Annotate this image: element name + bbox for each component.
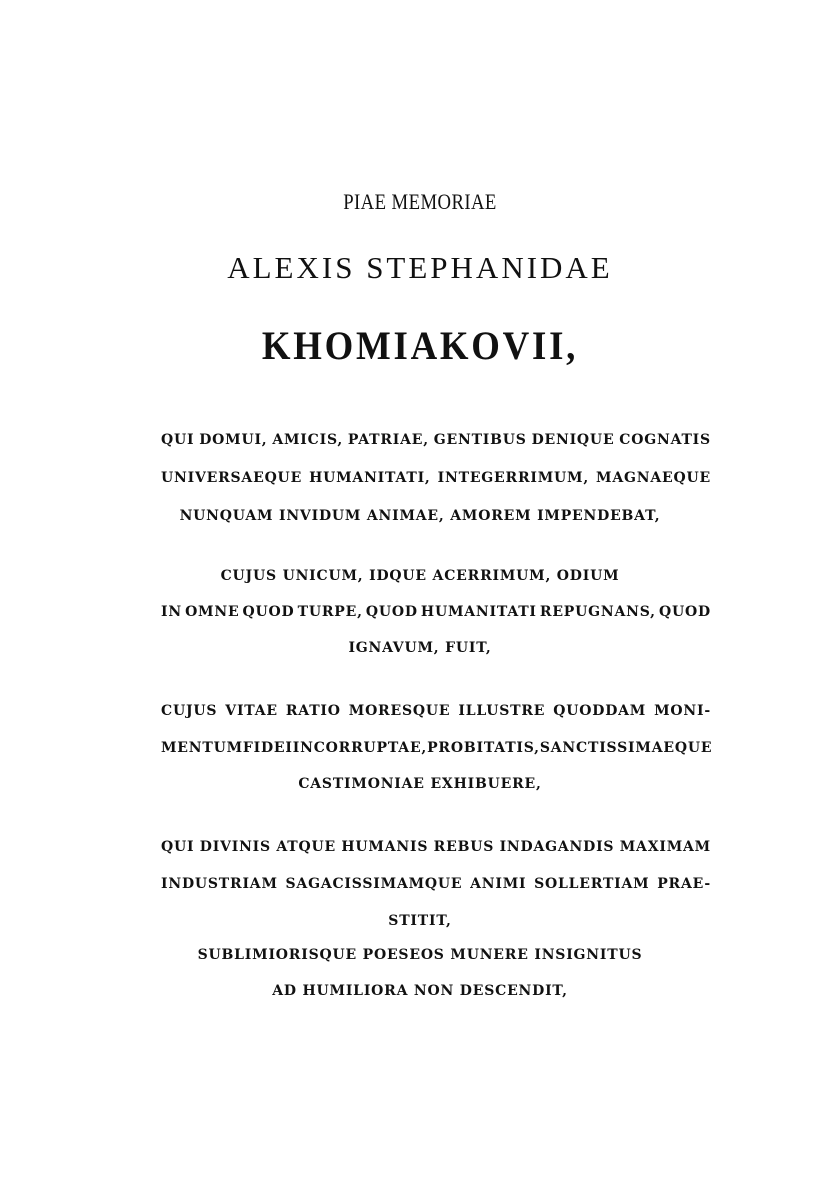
word: IN	[161, 604, 182, 620]
word: UNIVERSAEQUE	[161, 470, 303, 486]
word: MONI-	[654, 703, 711, 719]
word: VITAE	[225, 703, 278, 719]
para3-line3: CASTIMONIAE EXHIBUERE,	[298, 776, 542, 792]
word: SANCTISSIMAEQUE	[539, 740, 713, 756]
word: OMNE	[185, 604, 240, 620]
para3-line2	[161, 740, 711, 756]
word: SOLLERTIAM	[534, 876, 650, 892]
word: DENIQUE	[531, 432, 615, 448]
word: MORESQUE	[348, 703, 451, 719]
word: TURPE,	[297, 604, 363, 620]
para2-line1: CUJUS UNICUM, IDQUE ACERRIMUM, ODIUM	[220, 568, 620, 584]
word: MAGNAEQUE	[596, 470, 711, 486]
word: CUJUS	[161, 703, 218, 719]
word: RATIO	[285, 703, 341, 719]
word: QUOD	[242, 604, 295, 620]
word: QUI	[161, 839, 195, 855]
word: HUMANITATI,	[309, 470, 431, 486]
word: QUOD	[658, 604, 711, 620]
word: INTEGERRIMUM,	[437, 470, 590, 486]
word: MENTUM	[161, 740, 243, 756]
word: INCORRUPTAE,	[292, 740, 428, 756]
para2-line3: IGNAVUM, FUIT,	[348, 640, 492, 656]
word: ANIMI	[470, 876, 527, 892]
word: SAGACISSIMAMQUE	[285, 876, 463, 892]
word: GENTIBUS	[433, 432, 527, 448]
word: ILLUSTRE	[458, 703, 546, 719]
para1-line2	[161, 470, 711, 486]
word: FIDEI	[242, 740, 293, 756]
word: ATQUE	[276, 839, 336, 855]
para3-line1	[161, 703, 711, 719]
word: PRAE-	[657, 876, 711, 892]
para4-line1	[161, 839, 711, 855]
para1-line3: NUNQUAM INVIDUM ANIMAE, AMOREM IMPENDEBAT,	[179, 508, 661, 524]
word: QUI	[161, 432, 195, 448]
para4-line5: AD HUMILIORA NON DESCENDIT,	[272, 983, 568, 999]
heading-surname: KHOMIAKOVII,	[261, 323, 579, 368]
word: DIVINIS	[199, 839, 271, 855]
word: PROBITATIS,	[427, 740, 540, 756]
word: HUMANIS	[341, 839, 429, 855]
para1-line1	[161, 432, 711, 448]
para4-line4: SUBLIMIORISQUE POESEOS MUNERE INSIGNITUS	[197, 947, 643, 963]
para2-line2	[161, 604, 711, 620]
word: MAXIMAM	[619, 839, 711, 855]
word: COGNATIS	[619, 432, 711, 448]
word: QUOD	[365, 604, 418, 620]
word: REPUGNANS,	[539, 604, 656, 620]
word: DOMUI,	[199, 432, 268, 448]
para4-line3: STITIT,	[388, 913, 452, 929]
para4-line2	[161, 876, 711, 892]
word: AMICIS,	[272, 432, 344, 448]
word: PATRIAE,	[347, 432, 429, 448]
word: HUMANITATI	[420, 604, 537, 620]
word: REBUS	[433, 839, 495, 855]
word: INDAGANDIS	[499, 839, 615, 855]
word: INDUSTRIAM	[161, 876, 278, 892]
heading-name: ALEXIS STEPHANIDAE	[227, 250, 613, 285]
heading-piae-memoriae: PIAE MEMORIAE	[343, 189, 497, 214]
word: QUODDAM	[553, 703, 647, 719]
